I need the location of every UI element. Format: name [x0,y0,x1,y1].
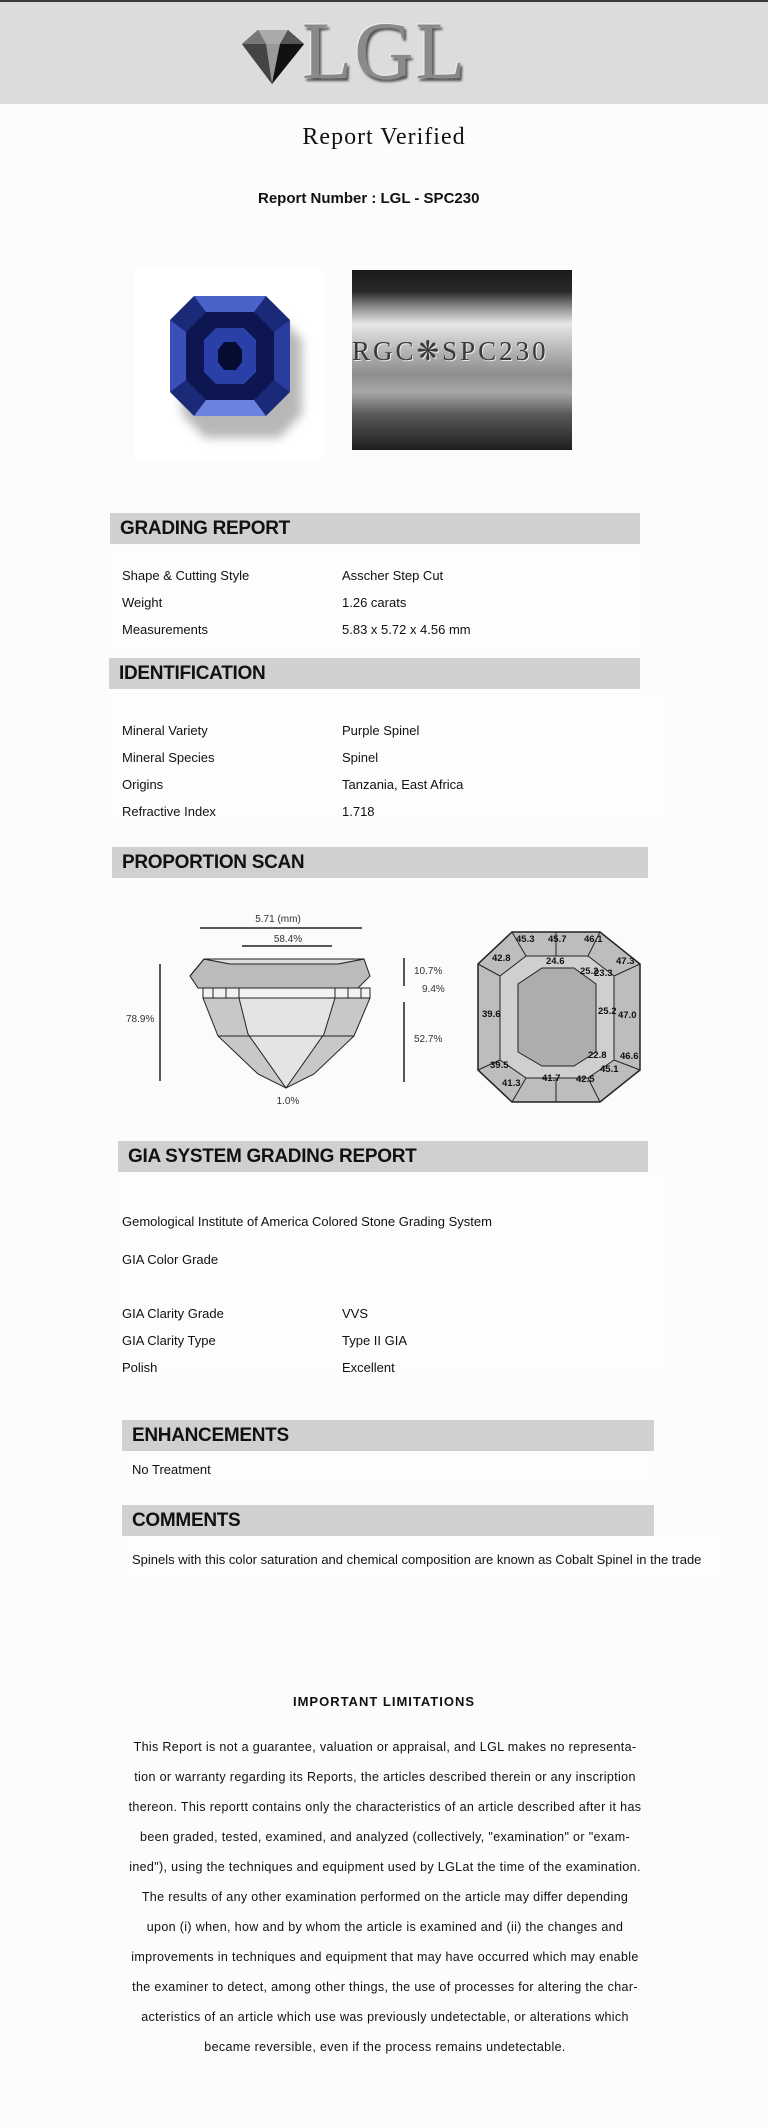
identification-label: Refractive Index [122,804,216,819]
limitations-line: became reversible, even if the process remains undetectable. [204,2040,566,2054]
gia-grading-header [118,1141,648,1172]
facet-value: 41.7 [542,1073,561,1084]
grading-report-header [110,513,640,544]
limitations-line: the examiner to detect, among other things, the use of processes for altering the char- [132,1980,638,1994]
identification-header [109,658,640,689]
limitations-line: upon (i) when, how and by whom the article is examined and (ii) the changes and [146,1920,624,1934]
diamond-icon [232,22,312,92]
section-title: COMMENTS [132,1510,241,1531]
section-title: IDENTIFICATION [119,663,266,684]
gia-label: GIA Clarity Grade [122,1306,224,1321]
crown-percent: 10.7% [414,966,443,977]
facet-value: 24.6 [546,956,565,967]
gemstone-photo [134,268,324,460]
laser-inscription-photo [352,270,572,450]
section-title: PROPORTION SCAN [122,852,305,873]
gia-value: Type II GIA [342,1333,408,1348]
gia-value: Excellent [342,1360,395,1375]
facet-value: 46.1 [584,934,603,945]
grading-label: Weight [122,595,163,610]
girdle-percent: 9.4% [422,984,445,995]
facet-value: 45.7 [548,934,567,945]
header-banner [0,2,768,104]
gia-label: GIA Clarity Type [122,1333,216,1348]
limitations-line: been graded, tested, examined, and analyzed (collectively, "examination" or "exam- [140,1830,630,1844]
grading-label: Measurements [122,622,208,637]
page-title: Report Verified [302,124,466,150]
top-view-diagram [472,906,642,1120]
comments-header [122,1505,654,1536]
facet-value: 46.6 [620,1051,639,1062]
grading-value: 1.26 carats [342,595,407,610]
facet-value: 45.3 [516,934,535,945]
limitations-line: acteristics of an article which use was previously undetectable, or alterations which [141,2010,629,2024]
lgl-logo[interactable] [232,5,492,96]
limitations-line: improvements in techniques and equipment that may have occurred which may enable [131,1950,639,1964]
facet-value: 22.8 [588,1050,607,1061]
enhancements-header [122,1420,654,1451]
gia-system-text: Gemological Institute of America Colored Stone Grading System [122,1214,492,1229]
limitations-line: The results of any other examination performed on the article may differ depending [141,1890,629,1904]
limitations-heading: IMPORTANT LIMITATIONS [292,1694,476,1709]
identification-label: Mineral Species [122,750,215,765]
report-number: Report Number : LGL - SPC230 [258,190,480,207]
limitations-line: thereon. This reportt contains only the characteristics of an article described after it has [128,1800,642,1814]
identification-value: Purple Spinel [342,723,420,738]
facet-value: 25.2 [598,1006,617,1017]
facet-value: 39.5 [490,1060,509,1071]
gia-value: VVS [342,1306,369,1321]
facet-value: 42.5 [576,1074,595,1085]
facet-value: 47.3 [616,956,635,967]
identification-value: Tanzania, East Africa [342,777,464,792]
enhancements-text: No Treatment [132,1462,211,1477]
gia-color-grade-label: GIA Color Grade [122,1252,219,1267]
facet-value: 23.3 [594,968,613,979]
facet-value: 42.8 [492,953,511,964]
depth-percent: 78.9% [126,1014,155,1025]
section-title: GRADING REPORT [120,518,290,539]
identification-value: 1.718 [342,804,375,819]
limitations-line: tion or warranty regarding its Reports, the articles described therein or any inscription [134,1770,636,1784]
identification-value: Spinel [342,750,379,765]
facet-value: 39.6 [482,1009,501,1020]
proportion-scan-header [112,847,648,878]
culet-percent: 1.0% [276,1096,300,1107]
logo-text: LGL [302,5,468,96]
facet-value: 41.3 [502,1078,521,1089]
grading-value: Asscher Step Cut [342,568,444,583]
table-percent: 58.4% [273,934,303,945]
facet-value: 47.0 [618,1010,637,1021]
identification-label: Mineral Variety [122,723,208,738]
pavilion-percent: 52.7% [414,1034,443,1045]
section-title: ENHANCEMENTS [132,1425,289,1446]
width-label: 5.71 (mm) [255,914,301,925]
facet-value: 25.2 [580,966,599,977]
section-title: GIA SYSTEM GRADING REPORT [128,1146,417,1167]
grading-value: 5.83 x 5.72 x 4.56 mm [342,622,471,637]
limitations-line: This Report is not a guarantee, valuation or appraisal, and LGL makes no representa- [133,1740,637,1754]
limitations-line: ined"), using the techniques and equipment used by LGLat the time of the examination. [129,1860,641,1874]
gia-label: Polish [122,1360,158,1375]
side-profile-diagram [118,906,448,1120]
grading-label: Shape & Cutting Style [122,568,250,583]
comments-text: Spinels with this color saturation and chemical composition are known as Cobalt Spinel in the trade [132,1552,702,1567]
inscription-text: RGC❋SPC230 [352,336,549,366]
facet-value: 45.1 [600,1064,619,1075]
limitations-text [115,1732,655,2062]
identification-label: Origins [122,777,164,792]
